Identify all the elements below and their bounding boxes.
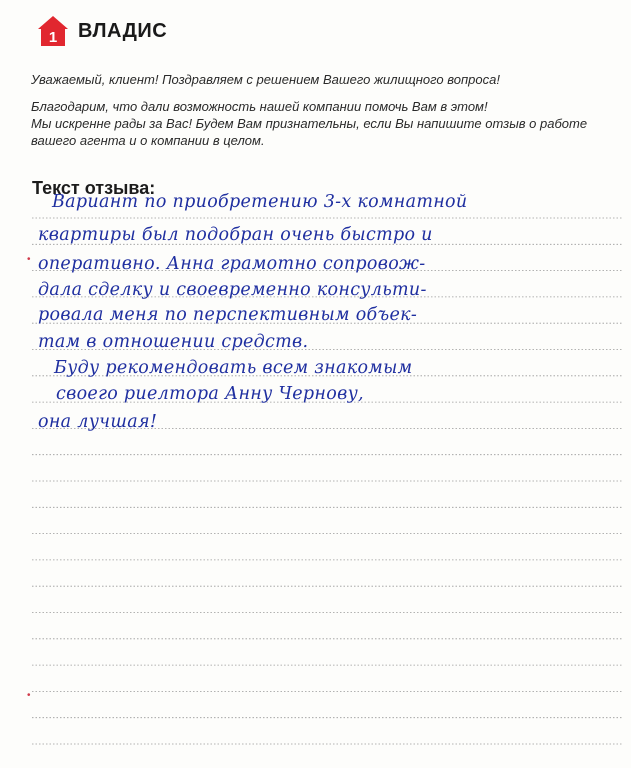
greeting-text xyxy=(31,71,500,88)
handwritten-line: Вариант по приобретению 3-х комнатной xyxy=(52,192,468,212)
house-logo-icon xyxy=(36,14,70,48)
thanks-line-3: вашего агента и о компании в целом. xyxy=(31,133,265,148)
thanks-line-1: Благодарим, что дали возможность нашей компании помочь Вам в этом! xyxy=(31,99,488,114)
handwritten-line: своего риелтора Анну Чернову, xyxy=(56,384,364,404)
handwritten-line: Буду рекомендовать всем знакомым xyxy=(54,358,413,378)
handwritten-line: оперативно. Анна грамотно сопровож- xyxy=(38,254,426,274)
handwritten-line: ровала меня по перспективным объек- xyxy=(38,305,418,325)
thanks-text xyxy=(31,98,611,149)
handwritten-line: дала сделку и своевременно консульти- xyxy=(38,280,427,300)
logo-number: 1 xyxy=(48,29,58,46)
margin-mark: • xyxy=(27,254,31,265)
brand-logo xyxy=(36,14,167,48)
brand-name: ВЛАДИС xyxy=(78,19,168,42)
handwritten-line: квартиры был подобран очень быстро и xyxy=(38,225,433,245)
review-heading: Текст отзыва: xyxy=(32,178,156,198)
handwritten-line: она лучшая! xyxy=(38,412,158,432)
margin-mark: • xyxy=(27,690,31,701)
handwritten-line: там в отношении средств. xyxy=(38,332,309,352)
thanks-line-2: Мы искренне рады за Вас! Будем Вам признательны, если Вы напишите отзыв о работе xyxy=(31,116,588,131)
greeting-line: Уважаемый, клиент! Поздравляем с решением Вашего жилищного вопроса! xyxy=(31,72,500,87)
